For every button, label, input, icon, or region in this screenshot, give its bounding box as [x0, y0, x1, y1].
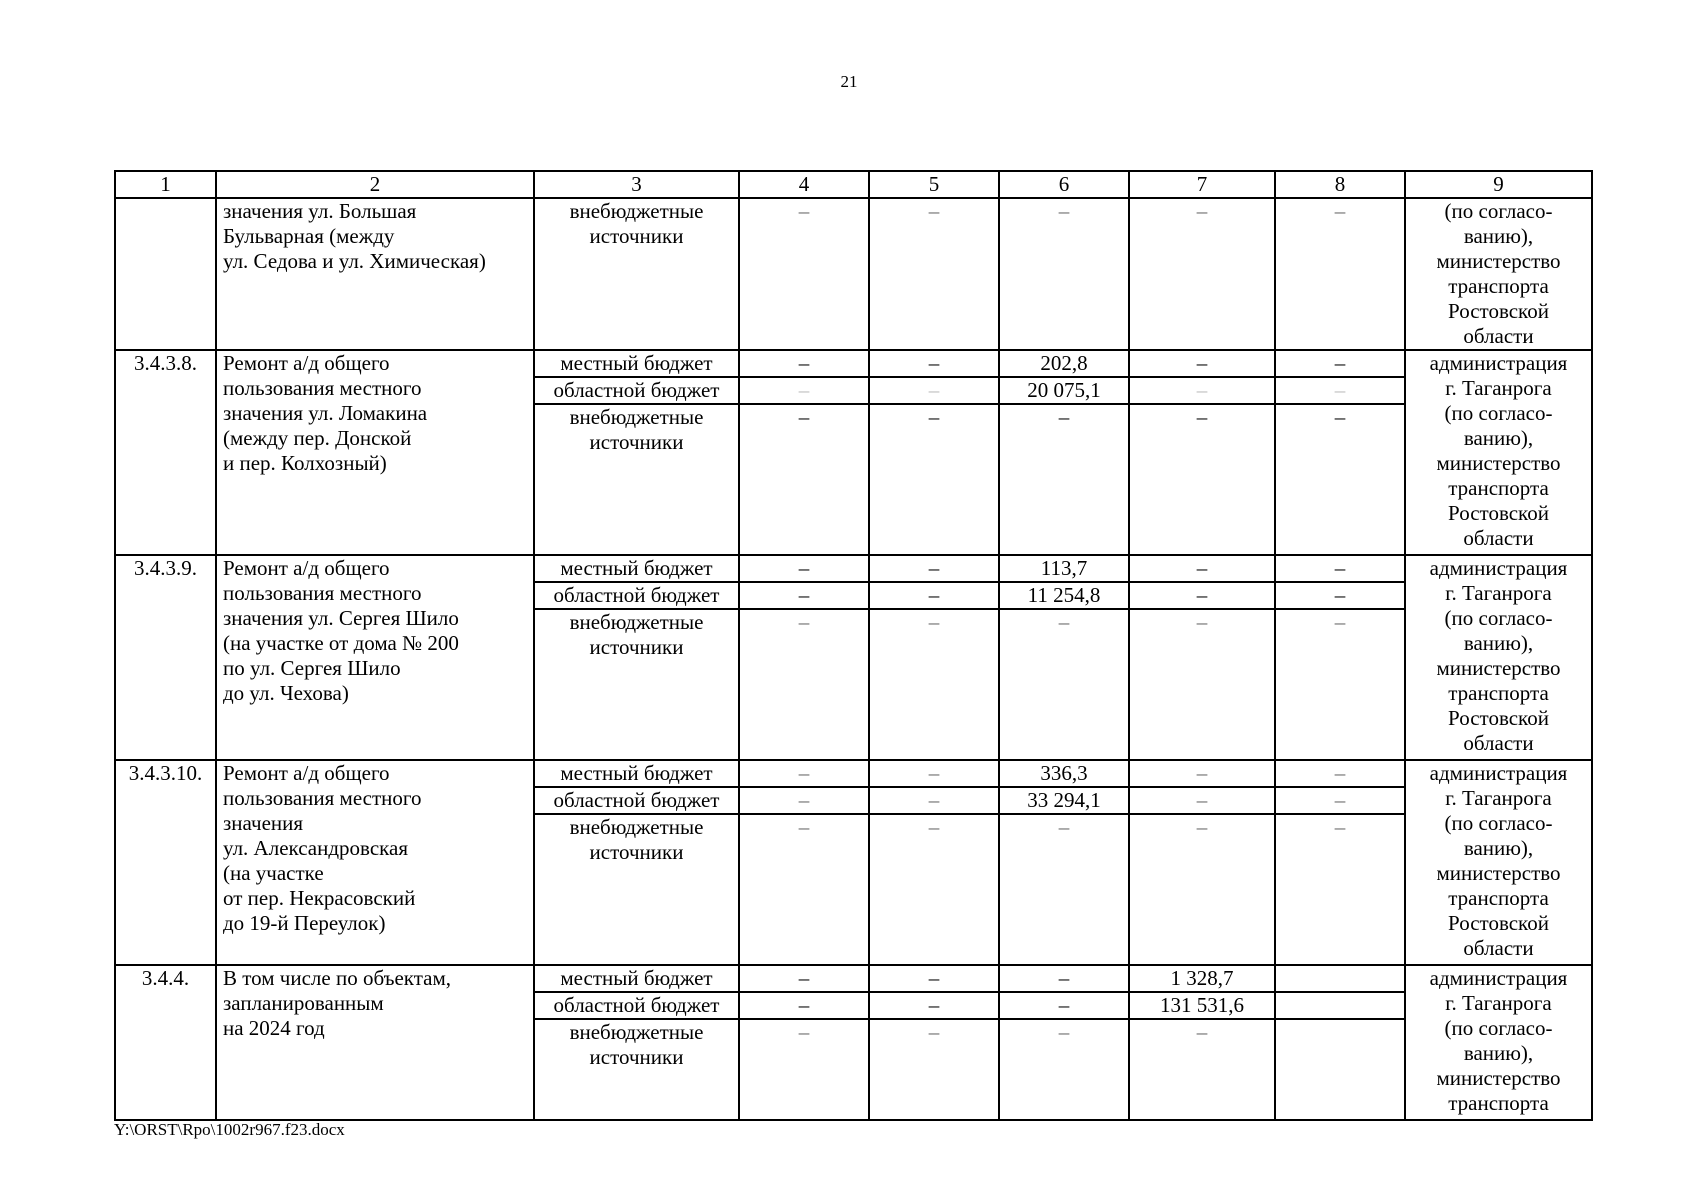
value-cell: – [1275, 582, 1405, 609]
value-cell: – [869, 1019, 999, 1120]
value-cell: – [999, 814, 1129, 965]
row-number-cell: 3.4.3.9. [115, 555, 216, 760]
value-cell: – [1129, 609, 1275, 760]
funding-source-cell: внебюджетные источники [534, 609, 739, 760]
row-number-cell [115, 198, 216, 350]
responsible-cell: (по согласо- ванию), министерство транспорта Ростовской области [1405, 198, 1592, 350]
value-cell: – [869, 582, 999, 609]
value-cell: – [869, 609, 999, 760]
value-cell: – [1275, 555, 1405, 582]
value-cell: – [1275, 814, 1405, 965]
table-row-continued [115, 198, 1592, 350]
value-cell: 131 531,6 [1129, 992, 1275, 1019]
header-cell: 4 [739, 171, 869, 198]
value-cell: – [739, 965, 869, 992]
value-cell: – [869, 198, 999, 350]
value-cell: 113,7 [999, 555, 1129, 582]
row-number-cell: 3.4.4. [115, 965, 216, 1120]
funding-source-cell: областной бюджет [534, 377, 739, 404]
funding-source-cell: местный бюджет [534, 555, 739, 582]
item-title-cell: Ремонт а/д общего пользования местного значения ул. Ломакина (между пер. Донской и пер. Колхозный) [216, 350, 534, 555]
value-cell: 1 328,7 [1129, 965, 1275, 992]
funding-source-cell: местный бюджет [534, 350, 739, 377]
value-cell: – [999, 965, 1129, 992]
value-cell: – [999, 198, 1129, 350]
value-cell: – [869, 760, 999, 787]
value-cell: 336,3 [999, 760, 1129, 787]
page-number: 21 [840, 72, 858, 91]
value-cell [1275, 965, 1405, 992]
value-cell: – [1275, 404, 1405, 555]
responsible-cell: администрация г. Таганрога (по согласо- ванию), министерство транспорта Ростовской области [1405, 760, 1592, 965]
value-cell: – [869, 377, 999, 404]
value-cell: – [1129, 404, 1275, 555]
value-cell: – [739, 555, 869, 582]
value-cell: – [1129, 814, 1275, 965]
funding-source-cell: внебюджетные источники [534, 1019, 739, 1120]
value-cell: – [739, 404, 869, 555]
row-number-cell: 3.4.3.8. [115, 350, 216, 555]
value-cell: – [739, 609, 869, 760]
responsible-cell: администрация г. Таганрога (по согласо- ванию), министерство транспорта [1405, 965, 1592, 1120]
file-path-footer: Y:\ORST\Rpo\1002r967.f23.docx [114, 1120, 345, 1139]
responsible-cell: администрация г. Таганрога (по согласо- ванию), министерство транспорта Ростовской области [1405, 350, 1592, 555]
value-cell: – [1129, 582, 1275, 609]
value-cell: – [1129, 555, 1275, 582]
value-cell: – [999, 1019, 1129, 1120]
value-cell: – [1129, 350, 1275, 377]
value-cell: – [869, 555, 999, 582]
value-cell: – [1129, 1019, 1275, 1120]
value-cell: 202,8 [999, 350, 1129, 377]
header-cell: 7 [1129, 171, 1275, 198]
budget-table [114, 170, 1593, 1121]
value-cell [1275, 992, 1405, 1019]
row-number-cell: 3.4.3.10. [115, 760, 216, 965]
value-cell: – [1275, 760, 1405, 787]
value-cell: – [739, 350, 869, 377]
header-cell: 3 [534, 171, 739, 198]
value-cell: – [739, 814, 869, 965]
item-title-cell: значения ул. Большая Бульварная (между ул. Седова и ул. Химическая) [216, 198, 534, 350]
value-cell: – [869, 992, 999, 1019]
value-cell: – [739, 992, 869, 1019]
funding-source-cell: местный бюджет [534, 760, 739, 787]
value-cell: – [869, 404, 999, 555]
value-cell: – [739, 377, 869, 404]
funding-source-cell: внебюджетные источники [534, 404, 739, 555]
header-cell: 8 [1275, 171, 1405, 198]
funding-source-cell: областной бюджет [534, 582, 739, 609]
header-cell: 2 [216, 171, 534, 198]
value-cell: – [869, 787, 999, 814]
value-cell: – [1129, 377, 1275, 404]
value-cell: – [869, 965, 999, 992]
value-cell: – [869, 814, 999, 965]
item-title-cell: Ремонт а/д общего пользования местного значения ул. Александровская (на участке от пер. Некрасовский до 19-й Переулок) [216, 760, 534, 965]
value-cell: – [1129, 760, 1275, 787]
header-cell: 5 [869, 171, 999, 198]
value-cell: 33 294,1 [999, 787, 1129, 814]
table-row [115, 760, 1592, 787]
header-row [115, 171, 1592, 198]
funding-source-cell: областной бюджет [534, 992, 739, 1019]
value-cell: – [1275, 198, 1405, 350]
table-row [115, 965, 1592, 992]
value-cell: – [739, 760, 869, 787]
value-cell: – [739, 198, 869, 350]
value-cell: – [739, 1019, 869, 1120]
table-row [115, 555, 1592, 582]
value-cell: – [1275, 350, 1405, 377]
value-cell: – [869, 350, 999, 377]
funding-source-cell: областной бюджет [534, 787, 739, 814]
value-cell: – [1275, 377, 1405, 404]
value-cell: – [739, 787, 869, 814]
header-cell: 9 [1405, 171, 1592, 198]
value-cell: – [739, 582, 869, 609]
value-cell: – [999, 609, 1129, 760]
value-cell [1275, 1019, 1405, 1120]
value-cell: – [1129, 198, 1275, 350]
value-cell: 20 075,1 [999, 377, 1129, 404]
value-cell: 11 254,8 [999, 582, 1129, 609]
header-cell: 1 [115, 171, 216, 198]
item-title-cell: Ремонт а/д общего пользования местного значения ул. Сергея Шило (на участке от дома № 200 по ул. Сергея Шило до ул. Чехова) [216, 555, 534, 760]
value-cell: – [999, 404, 1129, 555]
value-cell: – [1275, 787, 1405, 814]
funding-source-cell: внебюджетные источники [534, 814, 739, 965]
responsible-cell: администрация г. Таганрога (по согласо- ванию), министерство транспорта Ростовской области [1405, 555, 1592, 760]
item-title-cell: В том числе по объектам, запланированным на 2024 год [216, 965, 534, 1120]
table-row [115, 350, 1592, 377]
funding-source-cell: внебюджетные источники [534, 198, 739, 350]
value-cell: – [999, 992, 1129, 1019]
funding-source-cell: местный бюджет [534, 965, 739, 992]
header-cell: 6 [999, 171, 1129, 198]
value-cell: – [1129, 787, 1275, 814]
value-cell: – [1275, 609, 1405, 760]
